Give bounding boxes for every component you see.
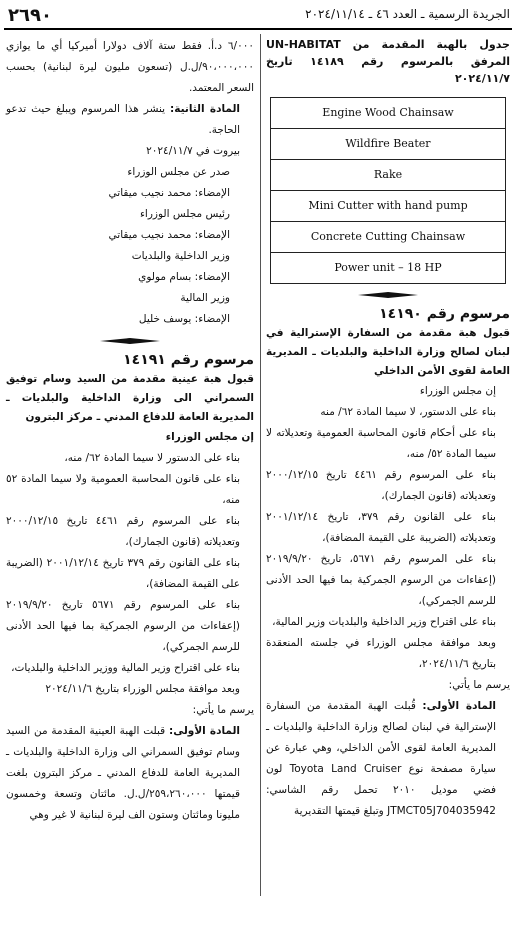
signature: الإمضاء: بسام مولوي [138,271,230,283]
page-number: ٢٦٩٠ [8,5,52,26]
paragraph: بناء على المرسوم رقم ٥٦٧١، تاريخ ٢٠١٩/٩/٢٠ (إعفاءات من الرسوم الجمركية بما فيها الحد الأدنى للرسم الجمركي)، [266,553,496,607]
signatory-title: وزير المالية [180,292,230,304]
page-header [4,4,512,28]
paragraph: إن مجلس الوزراء [419,385,496,397]
section-separator-ornament [358,292,418,298]
signature: الإمضاء: يوسف خليل [138,313,230,325]
paragraph: بناء على أحكام قانون المحاسبة العمومية وتعديلاته لا سيما المادة ٥٢/ منه، [266,427,496,460]
paragraph: بناء على القانون رقم ٣٧٩ تاريخ ٢٠٠١/١٢/١٤ (الضريبة على القيمة المضافة)، [6,557,240,590]
article-text: ينشر هذا المرسوم ويبلغ حيث تدعو الحاجة. [6,103,240,136]
issued-by: صدر عن مجلس الوزراء [127,166,230,178]
paragraph: بناء على الدستور، لا سيما المادة ٦٢/ منه [320,406,496,418]
paragraph: بناء على المرسوم رقم ٤٤٦١ تاريخ ٢٠٠٠/١٢/١٥ وتعديلاته (قانون الجمارك)، [6,515,240,548]
decrees-label: يرسم ما يأتي: [448,679,510,691]
left-column [6,36,254,826]
signature: الإمضاء: محمد نجيب ميقاتي [108,187,230,199]
paragraph: وبعد موافقة مجلس الوزراء في جلسته المنعقدة بتاريخ ٢٠٢٤/١١/٦، [266,637,496,670]
table-row: Rake [271,160,505,191]
section-separator-ornament [100,338,160,344]
paragraph: بناء على المرسوم رقم ٥٦٧١ تاريخ ٢٠١٩/٩/٢٠ (إعفاءات من الرسوم الجمركية بما فيها الحد الأدنى للرسم الجمركي)، [6,599,240,653]
paragraph: بناء على اقتراح وزير المالية ووزير الداخلية والبلديات، [11,662,240,674]
table-row: Power unit – 18 HP [334,261,442,274]
council-heading: إن مجلس الوزراء [165,431,254,443]
table-row: Engine Wood Chainsaw [271,98,505,129]
decree-subject: قبول هبة مقدمة من السفارة الإسترالية في لبنان لصالح وزارة الداخلية والبلديات ـ المديرية العامة لقوى الأمن الداخلي [266,327,510,377]
donation-items-table [270,97,506,284]
paragraph: بناء على المرسوم رقم ٤٤٦١ تاريخ ٢٠٠٠/١٢/١٥ وتعديلاته (قانون الجمارك)، [266,469,496,502]
place-date: بيروت في ٢٠٢٤/١١/٧ [146,145,240,157]
table-row: Concrete Cutting Chainsaw [271,222,505,253]
header-rule [4,28,512,30]
article-label: المادة الأولى: [422,700,496,712]
paragraph: بناء على الدستور لا سيما المادة ٦٢/ منه، [64,452,240,464]
paragraph: وبعد موافقة مجلس الوزراء بتاريخ ٢٠٢٤/١١/٦ [45,683,240,695]
paragraph: بناء على قانون المحاسبة العمومية ولا سيما المادة ٥٢ منه، [6,473,240,506]
signatory-title: رئيس مجلس الوزراء [139,208,230,220]
decree-title: مرسوم رقم ١٤١٩٠ [379,306,510,322]
table-title: جدول بالهبة المقدمة من UN-HABITAT المرفق بالمرسوم رقم ١٤١٨٩ تاريخ ٢٠٢٤/١١/٧ [266,38,510,85]
decrees-label: يرسم ما يأتي: [192,704,254,716]
article-text: قُبلت الهبة المقدمة من السفارة الإسترالية في لبنان لصالح وزارة الداخلية والبلديات ـ المديرية العامة لقوى الأمن الداخلي، وهي عبارة عن سيارة مصفحة نوع Toyota Land Cruiser لون فضي موديل ٢٠١٠ تحمل رقم الشاسي: JTMCT05J704035942 وتبلغ قيمتها التقديرية [266,700,496,817]
decree-title: مرسوم رقم ١٤١٩١ [123,352,254,368]
decree-subject: قبول هبة عينية مقدمة من السيد وسام توفيق السمراني الى وزارة الداخلية والبلديات ـ المديرية العامة للدفاع المدني ـ مركز البترون [6,373,254,423]
column-divider [260,34,261,896]
table-row: Mini Cutter with hand pump [271,191,505,222]
article-label: المادة الأولى: [169,725,240,737]
article-two [6,99,254,141]
article-text: قبلت الهبة العينية المقدمة من السيد وسام توفيق السمراني الى وزارة الداخلية والبلديات ـ المديرية العامة للدفاع المدني ـ مركز البترون بلغت قيمتها ٢٥٩،٢٦٠،٠٠٠/ل.ل. مائتان وتسعة وخمسون مليونا ومائتان وستون الف ليرة لبنانية لا غير وهي [6,725,240,821]
article-label: المادة الثانية: [170,103,240,115]
table-row: Wildfire Beater [271,129,505,160]
paragraph: بناء على اقتراح وزير الداخلية والبلديات وزير المالية، [272,616,496,628]
paragraph: ٦/٠٠٠ د.أ. فقط ستة آلاف دولارا أميركيا أي ما يوازي ٩٠،٠٠٠،٠٠٠/ل.ل (تسعون مليون ليرة لبنانية) بحسب السعر المعتمد. [6,40,254,94]
article-one [6,721,254,826]
right-column [266,36,510,822]
article-one [266,696,510,822]
signature: الإمضاء: محمد نجيب ميقاتي [108,229,230,241]
paragraph: بناء على القانون رقم ٣٧٩، تاريخ ٢٠٠١/١٢/١٤ وتعديلاته (الضريبة على القيمة المضافة)، [266,511,496,544]
signatory-title: وزير الداخلية والبلديات [131,250,230,262]
journal-issue-line: الجريدة الرسمية ـ العدد ٤٦ ـ ٢٠٢٤/١١/١٤ [305,7,510,21]
